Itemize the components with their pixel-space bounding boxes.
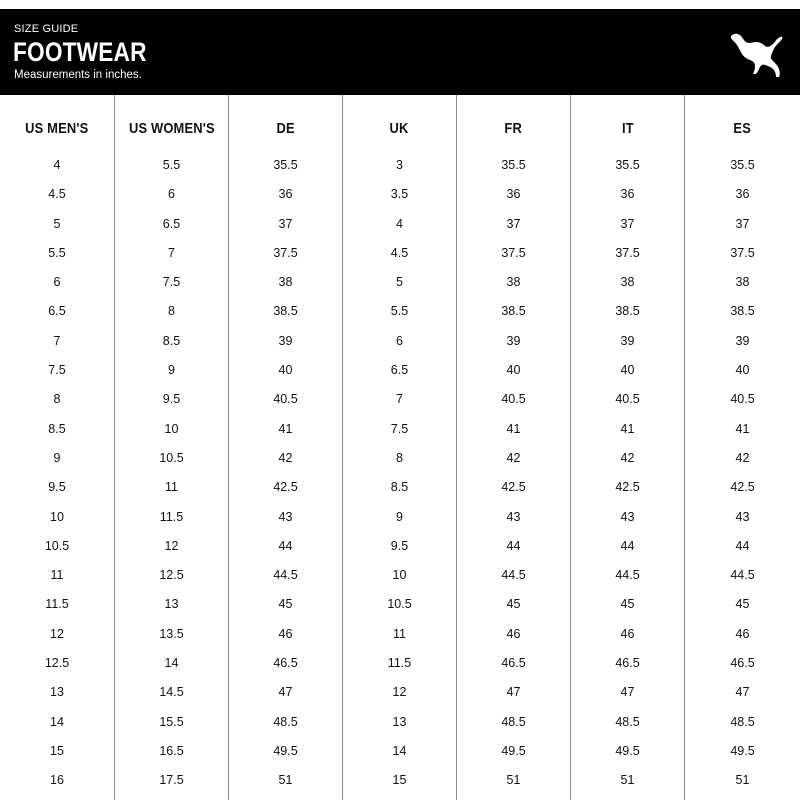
table-cell: 42.5	[501, 480, 526, 495]
table-cell: 8.5	[48, 421, 66, 436]
table-cell: 5	[53, 216, 61, 231]
column-cells	[685, 151, 800, 796]
table-cell: 9	[53, 450, 61, 465]
table-cell: 44	[278, 538, 293, 553]
column-header-es	[685, 95, 800, 151]
table-cell: 12	[50, 626, 64, 641]
table-cell: 11	[50, 568, 64, 583]
table-cell: 3.5	[390, 187, 409, 202]
table-cell: 39	[506, 333, 521, 348]
table-cell: 40	[735, 363, 750, 378]
table-cell: 39	[735, 333, 750, 348]
table-cell: 51	[278, 773, 293, 788]
table-cell: 45	[278, 597, 293, 612]
table-cell: 44.5	[273, 568, 298, 583]
table-cell: 13.5	[159, 626, 184, 641]
table-cell: 11	[165, 480, 178, 495]
table-cell: 36	[278, 187, 293, 202]
table-cell: 12.5	[44, 656, 70, 671]
table-cell: 5	[396, 275, 403, 290]
table-cell: 10.5	[159, 450, 184, 465]
table-cell: 8	[53, 392, 61, 407]
table-cell: 40	[278, 363, 293, 378]
table-cell: 7.5	[162, 275, 181, 290]
table-cell: 12	[392, 685, 407, 700]
table-cell: 13	[392, 714, 407, 729]
column-header-us-mens	[0, 95, 114, 151]
table-cell: 46	[620, 626, 635, 641]
table-cell: 42	[735, 450, 750, 465]
table-cell: 44.5	[501, 568, 526, 583]
table-cell: 15	[50, 743, 64, 758]
column-header-label: IT	[621, 120, 634, 137]
table-cell: 49.5	[501, 743, 526, 758]
table-cell: 42	[278, 450, 293, 465]
puma-cat-logo-icon	[730, 30, 784, 78]
table-cell: 43	[735, 509, 750, 524]
table-cell: 9.5	[390, 538, 409, 553]
table-cell: 51	[735, 773, 750, 788]
table-cell: 3	[396, 158, 403, 172]
table-cell: 40	[620, 363, 635, 378]
table-cell: 40.5	[615, 392, 640, 407]
column-header-it	[571, 95, 684, 151]
table-cell: 11.5	[45, 597, 69, 612]
table-cell: 38.5	[273, 304, 298, 319]
table-cell: 35.5	[615, 158, 640, 172]
table-cell: 47	[506, 685, 521, 700]
table-cell: 4	[396, 216, 403, 231]
column-header-label: ES	[733, 120, 752, 137]
table-cell: 5.5	[390, 304, 409, 319]
table-cell: 46.5	[273, 656, 298, 671]
table-cell: 40.5	[730, 392, 755, 407]
table-cell: 39	[620, 333, 635, 348]
table-cell: 10.5	[387, 597, 412, 612]
table-cell: 36	[735, 187, 750, 202]
table-cell: 45	[506, 597, 521, 612]
column-header-label: US MEN'S	[25, 120, 89, 137]
table-cell: 8.5	[162, 333, 181, 348]
table-cell: 10	[50, 509, 64, 524]
column-cells	[343, 151, 456, 796]
column-cells	[229, 151, 342, 796]
table-cell: 4.5	[390, 245, 409, 260]
table-cell: 14.5	[159, 685, 184, 700]
table-cell: 41	[620, 421, 635, 436]
table-cell: 13	[50, 685, 64, 700]
column-cells	[571, 151, 684, 796]
page-subtitle: Measurements in inches.	[14, 69, 142, 81]
table-cell: 40.5	[501, 392, 526, 407]
column-cells	[115, 151, 228, 796]
table-cell: 43	[620, 509, 635, 524]
column-de	[229, 95, 343, 800]
size-table	[0, 95, 800, 800]
table-cell: 14	[50, 714, 64, 729]
table-cell: 48.5	[273, 714, 298, 729]
column-es	[685, 95, 800, 800]
table-cell: 46.5	[501, 656, 526, 671]
table-cell: 48.5	[501, 714, 526, 729]
table-cell: 14	[164, 656, 179, 671]
table-cell: 38	[620, 275, 635, 290]
table-cell: 7	[53, 333, 61, 348]
table-cell: 15.5	[159, 714, 184, 729]
table-cell: 39	[278, 333, 293, 348]
table-cell: 4	[53, 158, 61, 172]
table-cell: 6	[53, 275, 61, 290]
table-cell: 14	[392, 743, 407, 758]
column-us-mens	[0, 95, 115, 800]
table-cell: 37	[278, 216, 293, 231]
table-cell: 37.5	[273, 245, 298, 260]
table-cell: 41	[506, 421, 521, 436]
table-cell: 38.5	[501, 304, 526, 319]
table-cell: 4.5	[48, 187, 66, 202]
table-cell: 11	[393, 626, 406, 641]
table-cell: 42.5	[273, 480, 298, 495]
table-cell: 38	[278, 275, 293, 290]
table-cell: 10	[164, 421, 179, 436]
table-cell: 42.5	[615, 480, 640, 495]
table-cell: 12.5	[159, 568, 184, 583]
table-cell: 13	[164, 597, 179, 612]
table-cell: 44.5	[730, 568, 755, 583]
column-header-label: FR	[504, 120, 523, 137]
column-cells	[457, 151, 570, 796]
table-cell: 37.5	[730, 245, 755, 260]
table-cell: 11.5	[387, 656, 412, 671]
table-cell: 35.5	[501, 158, 526, 172]
table-cell: 44	[506, 538, 521, 553]
column-header-fr	[457, 95, 570, 151]
column-header-label: UK	[389, 120, 409, 137]
table-cell: 7.5	[48, 363, 66, 378]
page-title: FOOTWEAR	[13, 37, 147, 67]
table-cell: 49.5	[730, 743, 755, 758]
table-cell: 36	[506, 187, 521, 202]
table-cell: 6	[396, 333, 403, 348]
table-cell: 47	[278, 685, 293, 700]
column-cells	[0, 151, 114, 796]
table-cell: 45	[735, 597, 750, 612]
table-cell: 44	[735, 538, 750, 553]
column-header-label: DE	[276, 120, 295, 137]
table-cell: 48.5	[730, 714, 755, 729]
table-cell: 48.5	[615, 714, 640, 729]
table-cell: 46	[506, 626, 521, 641]
table-cell: 44	[620, 538, 635, 553]
table-cell: 41	[735, 421, 750, 436]
table-cell: 37.5	[501, 245, 526, 260]
table-cell: 38	[735, 275, 750, 290]
table-cell: 40	[506, 363, 521, 378]
table-cell: 8.5	[390, 480, 409, 495]
table-cell: 51	[620, 773, 635, 788]
table-cell: 43	[506, 509, 521, 524]
table-cell: 46	[735, 626, 750, 641]
column-header-us-womens	[115, 95, 228, 151]
table-cell: 5.5	[162, 158, 181, 172]
column-fr	[457, 95, 571, 800]
table-cell: 41	[278, 421, 293, 436]
table-cell: 10.5	[44, 538, 70, 553]
table-cell: 7	[168, 245, 175, 260]
table-cell: 6	[168, 187, 175, 202]
table-cell: 12	[164, 538, 179, 553]
table-cell: 45	[620, 597, 635, 612]
table-cell: 8	[168, 304, 175, 319]
table-cell: 17.5	[159, 773, 184, 788]
table-cell: 37.5	[615, 245, 640, 260]
table-cell: 38.5	[730, 304, 755, 319]
table-cell: 5.5	[48, 245, 66, 260]
table-cell: 37	[735, 216, 750, 231]
table-cell: 10	[392, 568, 407, 583]
table-cell: 44.5	[615, 568, 640, 583]
column-header-uk	[343, 95, 456, 151]
table-cell: 40.5	[273, 392, 298, 407]
table-cell: 46.5	[730, 656, 755, 671]
table-cell: 9.5	[162, 392, 181, 407]
table-cell: 6.5	[48, 304, 66, 319]
table-cell: 11.5	[159, 509, 184, 524]
table-cell: 16	[50, 773, 64, 788]
table-cell: 43	[278, 509, 293, 524]
table-cell: 7	[396, 392, 403, 407]
table-cell: 35.5	[730, 158, 755, 172]
table-cell: 9.5	[48, 480, 66, 495]
table-cell: 46	[278, 626, 293, 641]
column-it	[571, 95, 685, 800]
table-cell: 49.5	[273, 743, 298, 758]
table-cell: 6.5	[390, 363, 409, 378]
table-cell: 9	[396, 509, 403, 524]
table-cell: 35.5	[273, 158, 298, 172]
table-cell: 6.5	[162, 216, 181, 231]
column-header-label: US WOMEN'S	[128, 120, 215, 137]
column-us-womens	[115, 95, 229, 800]
table-cell: 42.5	[730, 480, 755, 495]
table-cell: 8	[396, 450, 403, 465]
table-cell: 36	[620, 187, 635, 202]
table-cell: 38.5	[615, 304, 640, 319]
table-cell: 7.5	[390, 421, 409, 436]
table-cell: 49.5	[615, 743, 640, 758]
column-uk	[343, 95, 457, 800]
table-cell: 15	[392, 773, 407, 788]
table-cell: 38	[506, 275, 521, 290]
table-cell: 47	[735, 685, 750, 700]
table-cell: 51	[506, 773, 521, 788]
header-banner	[0, 9, 800, 95]
column-header-de	[229, 95, 342, 151]
table-cell: 46.5	[615, 656, 640, 671]
eyebrow-label: SIZE GUIDE	[14, 23, 79, 35]
table-cell: 37	[506, 216, 521, 231]
table-cell: 42	[506, 450, 521, 465]
table-cell: 9	[168, 363, 175, 378]
table-cell: 37	[620, 216, 635, 231]
table-cell: 42	[620, 450, 635, 465]
table-cell: 47	[620, 685, 635, 700]
table-cell: 16.5	[159, 743, 184, 758]
